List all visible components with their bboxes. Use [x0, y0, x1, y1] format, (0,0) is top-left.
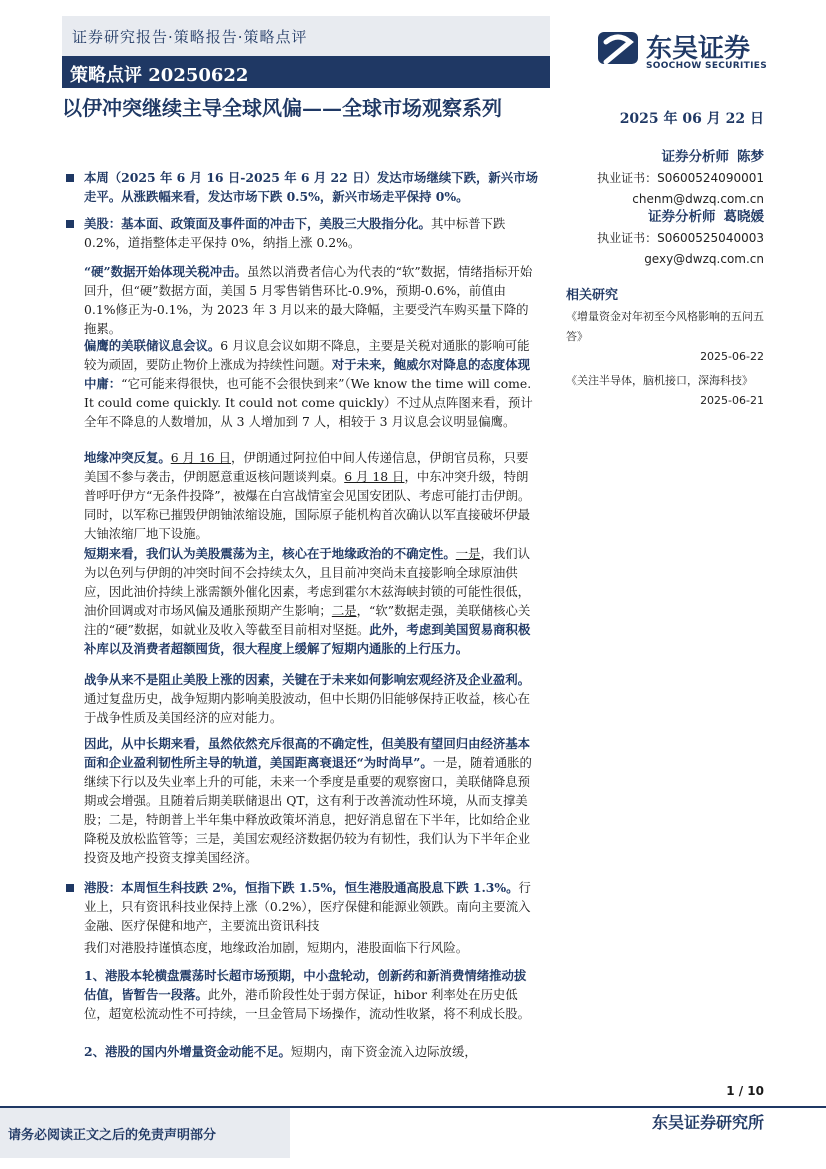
report-type-bar: [62, 56, 550, 88]
fomc-powell-text: “它可能来得很快，也可能不会很快到来”（We know the time will come. It could come quickly. It could not come quickly）不过从点阵图来看，预计全年不降息的人数增加，从 3 人增加到 7 人，相较于 3 月议息会议明显偏鹰。: [84, 376, 533, 429]
analyst-email[interactable]: chenm@dwzq.com.cn: [632, 192, 764, 206]
fomc-paragraph: [84, 336, 538, 431]
long-term-text: 一是，随着通胀的继续下行以及失业率上升的可能，未来一个季度是重要的观察窗口，美联储降息预期或会增强。且随着后期美联储退出 QT，这有利于改善流动性环境，从而支撑美股；二是，特朗普上半年集中释放政策坏消息，把好消息留在下半年，比如给企业降税及放松监管等；三是，美国宏观经济数据仍较为有韧性，我们认为下半年企业投资及地产投资支撑美国经济。: [84, 755, 532, 865]
analyst-2: [566, 206, 764, 270]
analyst-role: 证券分析师: [661, 149, 730, 165]
disclaimer-band: [0, 1108, 290, 1158]
hk-market-text: 行业上，只有资讯科技业保持上涨（0.2%），医疗保健和能源业领跌。南向主要流入金融、医疗保健和地产，主要流出资讯科技: [84, 880, 531, 933]
disclaimer-text: 请务必阅读正文之后的免责声明部分: [8, 1128, 217, 1143]
point-marker: 一是: [455, 546, 481, 561]
report-type: 策略点评 20250622: [70, 65, 249, 86]
analyst-name: 葛晓媛: [723, 209, 764, 225]
short-term-conclusion: 此外，考虑到美国贸易商积极补库以及消费者超额囤货，很大程度上缓解了短期内通胀的上行压力。: [84, 622, 531, 656]
related-item-date: 2025-06-22: [700, 350, 764, 363]
war-text: 通过复盘历史，战争短期内影响美股波动，但中长期仍旧能够保持正收益，核心在于战争性质及美国经济的应对能力。: [84, 691, 531, 725]
brand-name-cn: 东吴证券: [646, 34, 751, 64]
summary-paragraph: [84, 168, 538, 206]
long-term-paragraph: [84, 734, 538, 867]
related-heading: 相关研究: [566, 288, 619, 303]
hard-data-heading: “硬”数据开始体现关税冲击。: [84, 264, 247, 279]
summary-text: 本周（2025 年 6 月 16 日-2025 年 6 月 22 日）发达市场继续下跌，新兴市场走平。从涨跌幅来看，发达市场下跌 0.5%，新兴市场走平保持 0%。: [84, 170, 538, 204]
geopolitics-text: ，中东冲突升级，特朗普呼吁伊方“无条件投降”，被爆在白宫战情室会见国安团队、考虑可能打击伊朗。同时，以军称已摧毁伊朗铀浓缩设施，国际原子能机构首次确认以军直接破坏伊最大铀浓缩厂地下设施。: [84, 469, 531, 541]
hk-view-paragraph: [84, 938, 538, 957]
short-term-text: ，我们认为以色列与伊朗的冲突时间不会持续太久，且目前冲突尚未直接影响全球原油供应，因此油价持续上涨需额外催化因素，考虑到霍尔木兹海峡封锁的可能性很低，油价回调或对市场风偏及通胀预期产生影响；: [84, 546, 531, 618]
bullet-icon: [66, 174, 74, 182]
hk-market-paragraph: [84, 878, 538, 935]
short-term-text: ，“软”数据走强，美联储核心关注的“硬”数据，如就业及收入等截至目前相对坚挺。: [84, 603, 531, 637]
institute-name: 东吴证券研究所: [651, 1113, 764, 1132]
long-term-heading: 因此，从中长期来看，虽然依然充斥很高的不确定性，但美股有望回归由经济基本面和企业盈利韧性所主导的轨道，美国距离衰退还“为时尚早”。: [84, 736, 531, 770]
geopolitics-text: ，伊朗通过阿拉伯中间人传递信息，伊朗官员称，只要美国不参与袭击，伊朗愿意重返核问题谈判桌。: [84, 450, 529, 484]
event-date: 6 月 16 日: [170, 450, 231, 465]
report-categories: 证券研究报告·策略报告·策略点评: [72, 28, 308, 46]
fomc-heading: 偏鹰的美联储议息会议。: [84, 338, 221, 353]
hk-point-1: [84, 966, 538, 1023]
related-research: [566, 284, 764, 415]
analyst-1: [566, 146, 764, 210]
short-term-heading: 短期来看，我们认为美股震荡为主，核心在于地缘政治的不确定性。: [84, 546, 456, 561]
point-marker: 二是: [331, 603, 357, 618]
war-paragraph: [84, 670, 538, 727]
hard-data-paragraph: [84, 262, 538, 338]
related-item-date: 2025-06-21: [700, 394, 764, 407]
analyst-name: 陈梦: [737, 149, 764, 165]
event-date: 6 月 18 日: [344, 469, 405, 484]
hk-point-1-text: 此外，港币阶段性处于弱方保证，hibor 利率处在历史低位，超宽松流动性不可持续，一旦金管局下场操作，流动性收紧，将不利成长股。: [84, 987, 531, 1021]
related-item-title[interactable]: 《关注半导体，脑机接口，深海科技》: [566, 374, 753, 387]
bullet-icon: [66, 884, 74, 892]
related-item-title[interactable]: 《增量资金对年初至今风格影响的五问五答》: [566, 310, 764, 343]
war-heading: 战争从来不是阻止美股上涨的因素，关键在于未来如何影响宏观经济及企业盈利。: [84, 672, 531, 687]
hk-market-heading: 港股：本周恒生科技跌 2%，恒指下跌 1.5%，恒生港股通高股息下跌 1.3%。: [84, 880, 519, 895]
analyst-email[interactable]: gexy@dwzq.com.cn: [644, 252, 764, 266]
hk-point-2-text: 短期内，南下资金流入边际放缓，: [290, 1044, 477, 1059]
report-date: 2025 年 06 月 22 日: [619, 111, 764, 127]
analyst-license: 执业证书：S0600524090001: [597, 171, 764, 185]
page-number: 1 / 10: [726, 1084, 764, 1098]
hk-point-1-heading: 1、港股本轮横盘震荡时长超市场预期，中小盘轮动，创新药和新消费情绪推动拔估值，皆暂告一段落。: [84, 968, 527, 1002]
bullet-icon: [66, 220, 74, 228]
hk-point-2-heading: 2、港股的国内外增量资金动能不足。: [84, 1044, 291, 1059]
fomc-powell-heading: 对于未来，鲍威尔对降息的态度体现中庸：: [84, 357, 531, 391]
report-title: 以伊冲突继续主导全球风偏——全球市场观察系列: [62, 96, 502, 120]
us-market-paragraph: [84, 214, 538, 252]
soochow-logo-icon: [596, 28, 640, 68]
brand-name-en: SOOCHOW SECURITIES: [646, 61, 767, 71]
hard-data-text: 虽然以消费者信心为代表的“软”数据，情绪指标开始回升，但“硬”数据方面，美国 5 月零售销售环比-0.9%，预期-0.6%，前值由 0.1%修正为-0.1%，为 2023 年 3 月以来的最大降幅，主要受汽车购买量下降的拖累。: [84, 264, 533, 336]
us-market-heading: 美股：基本面、政策面及事件面的冲击下，美股三大股指分化。: [84, 216, 431, 231]
brand-logo: [596, 28, 776, 72]
hk-view-text: 我们对港股持谨慎态度，地缘政治加剧，短期内，港股面临下行风险。: [84, 940, 469, 955]
fomc-text: 6 月议息会议如期不降息，主要是关税对通胀的影响可能较为顽固，要防止物价上涨成为持续性问题。: [84, 338, 530, 372]
hk-point-2: [84, 1042, 538, 1061]
analyst-role: 证券分析师: [648, 209, 716, 225]
geopolitics-paragraph: [84, 448, 538, 543]
short-term-paragraph: [84, 544, 538, 658]
us-market-text: 其中标普下跌 0.2%，道指整体走平保持 0%，纳指上涨 0.2%。: [84, 216, 506, 250]
header-band: [62, 16, 550, 56]
geopolitics-heading: 地缘冲突反复。: [84, 450, 171, 465]
analyst-license: 执业证书：S0600525040003: [597, 231, 764, 245]
